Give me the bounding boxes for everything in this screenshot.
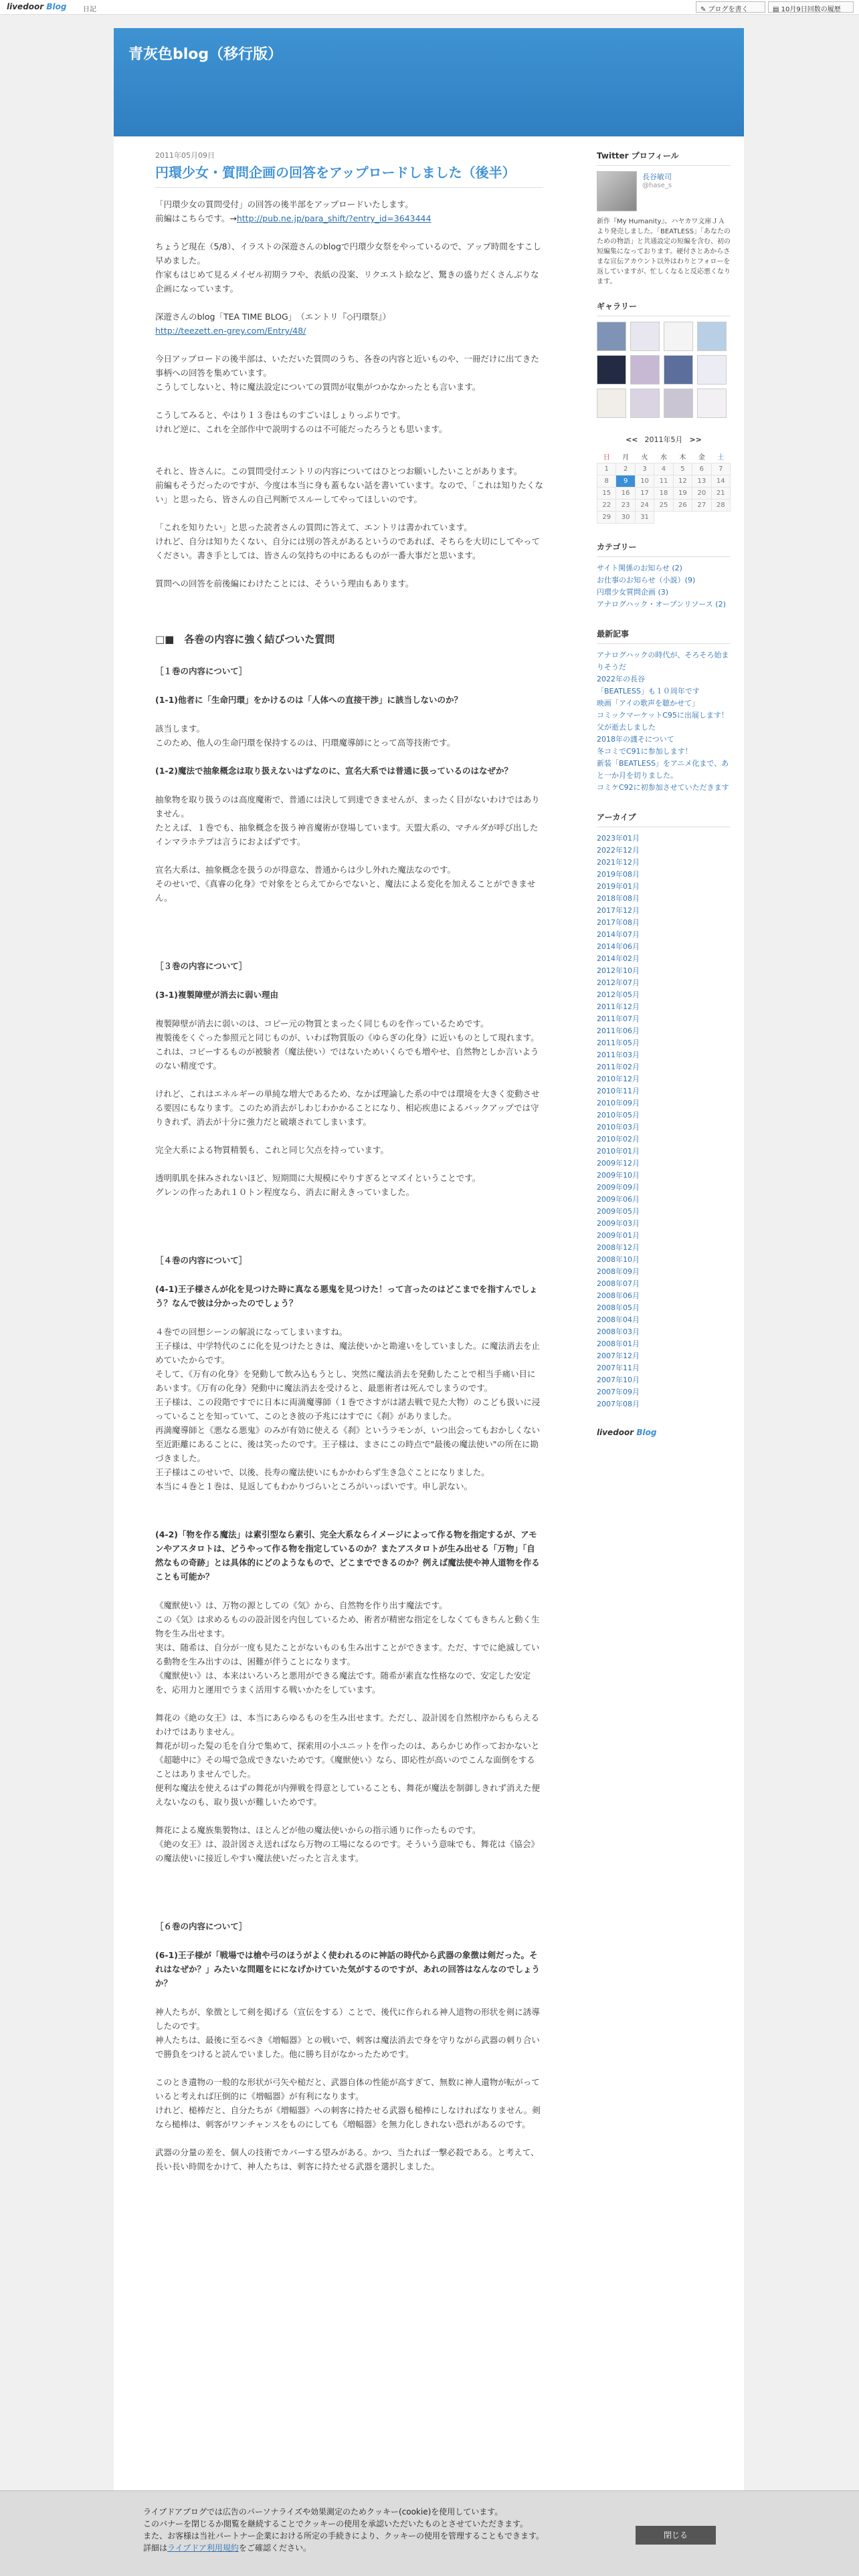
archive-link[interactable]: 2008年06月 xyxy=(597,1291,640,1300)
cookie-banner xyxy=(0,2490,859,2576)
category-link[interactable]: 円環少女質問企画 (3) xyxy=(597,588,669,597)
calendar-day: 1 xyxy=(597,463,616,475)
archive-link[interactable]: 2008年03月 xyxy=(597,1327,640,1336)
answer: 王子様は、中学特代のこに化を見つけたときは、魔法使いかと勘違いをしていました。に魔法消去を止めていたからです。 xyxy=(155,1341,541,1365)
archive-link[interactable]: 2010年02月 xyxy=(597,1135,640,1144)
cookie-line: をご確認ください。 xyxy=(238,2543,311,2553)
answer: 《魔獣使い》は、万物の源としての《気》から、自然物を作り出す魔法です。 xyxy=(155,1600,448,1610)
blog-title[interactable]: 青灰色blog（移行版） xyxy=(128,46,283,63)
gallery-grid xyxy=(597,322,731,418)
archive-link[interactable]: 2017年12月 xyxy=(597,906,640,915)
calendar-day: 18 xyxy=(654,488,673,500)
paragraph: こうしてしないと、特に魔法設定についての質問が収集がつかなかったとも言います。 xyxy=(155,382,481,392)
calendar-day: 23 xyxy=(616,500,635,512)
answer: 抽象物を取り扱うのは高度魔術で、普通には決して到達できませんが、まったく目がないわけではありません。 xyxy=(155,794,540,819)
answer: けれど、これはエネルギーの単純な増大であるため、なかば理論した系の中では環境を大きく変動させる要因にもなります。このため消去がしわじわかかることになり、相応疾患によるバックアップでは守りきれず、消去が十分に強力だと破壊されてしまいます。 xyxy=(155,1089,540,1127)
calendar-day: 22 xyxy=(597,500,616,512)
calendar-day: 4 xyxy=(654,463,673,475)
post-date: 2011年05月09日 xyxy=(155,151,215,160)
main-column xyxy=(155,150,543,2187)
gallery-thumb[interactable] xyxy=(697,389,727,418)
answer: 神人たちは、最後に至るべき《増幅器》との戦いで、刺客は魔法消去で身を守りながら武器の刺り合いで勝負をつけると読んでいました。他に勝ち目がなかったためです。 xyxy=(155,2035,540,2059)
archive-link[interactable]: 2010年03月 xyxy=(597,1123,640,1132)
archive-link[interactable]: 2011年05月 xyxy=(597,1039,640,1047)
question: (6-1)王子様が「戦場では槍や弓のほうがよく使われるのに神話の時代から武器の象徴は剣だった。それはなぜか？」みたいな問題をにになげかけていた気がするのですが、あれの回答はなんなのでしょうか？ xyxy=(155,1950,541,1988)
archive-link[interactable]: 2012年05月 xyxy=(597,990,640,999)
gallery-thumb[interactable] xyxy=(697,322,727,351)
volume-heading: ［１巻の内容について］ xyxy=(155,666,248,676)
avatar[interactable] xyxy=(597,171,637,211)
archive-link[interactable]: 2017年08月 xyxy=(597,918,640,927)
answer: ４巻での回想シーンの解説になってしまいますね。 xyxy=(155,1327,348,1337)
recent-post-link[interactable]: 「BEATLESS」も１０周年です xyxy=(597,687,700,695)
calendar-day xyxy=(711,512,730,524)
archive-link[interactable]: 2011年07月 xyxy=(597,1014,640,1023)
paragraph: 「これを知りたい」と思った読者さんの質問に答えて、エントリは書かれています。 xyxy=(155,522,472,532)
calendar-day: 30 xyxy=(616,512,635,524)
calendar-month: 2011年5月 xyxy=(644,435,683,444)
answer: 複製障壁が消去に弱いのは、コピー元の物質とまったく同じものを作っているためです。 xyxy=(155,1018,489,1029)
archive-link[interactable]: 2009年09月 xyxy=(597,1183,640,1192)
gallery-thumb[interactable] xyxy=(630,389,660,418)
paragraph: それと、皆さんに。この質問受付エントリの内容についてはひとつお願いしたいことがあります。 xyxy=(155,466,522,476)
recent-post-link[interactable]: 2022年の長谷 xyxy=(597,675,645,683)
volume-heading: ［６巻の内容について］ xyxy=(155,1921,248,1931)
section-heading: □■ 各巻の内容に強く結びついた質問 xyxy=(155,633,335,645)
recent-heading: 最新記事 xyxy=(597,628,731,644)
answer: 実は、随希は、自分が一度も見たことがないものも生み出すことができます。ただ、すでに絶滅している動物を生み出すのは、困難が伴うことになります。 xyxy=(155,1642,540,1667)
archive-link[interactable]: 2007年10月 xyxy=(597,1376,640,1384)
question: (3-1)複製障壁が消去に弱い理由 xyxy=(155,990,279,1000)
cookie-line: このバナーを閉じるか閲覧を継続することでクッキーの使用を承認いただいたものとさせていただきます。 xyxy=(143,2519,529,2529)
category-list xyxy=(597,562,731,611)
archive-link[interactable]: 2019年01月 xyxy=(597,882,640,891)
calendar-day: 8 xyxy=(597,475,616,488)
calendar-day: 3 xyxy=(635,463,654,475)
history-button[interactable]: ▤ 10月9日回数の履歴 xyxy=(768,1,854,13)
archive-link[interactable]: 2014年02月 xyxy=(597,954,640,963)
answer: 該当します。 xyxy=(155,724,205,734)
answer: そして、《万有の化身》を発動して飲み込もうとし、突然に魔法消去を発動したことで相当手痛い目にあいます。《万有の化身》発動中に魔法消去を受けると、最悪術者は死んでしまうのです。 xyxy=(155,1369,536,1393)
answer: このとき遺物の一般的な形状が弓矢や槌だと、武器自体の性能が高すぎて、無数に神人遺物が転がっていると考えれば圧倒的に《増幅器》が有利になります。 xyxy=(155,2077,540,2101)
twitter-profile xyxy=(597,171,731,211)
archive-link[interactable]: 2007年08月 xyxy=(597,1400,640,1408)
gallery-thumb[interactable] xyxy=(630,322,660,351)
archive-link[interactable]: 2009年05月 xyxy=(597,1207,640,1216)
answer: 再満魔導師と《悪なる悪鬼》のみが有効に使える《刹》というラモンが、いつ出会ってもおかしくない至近距離にあることに、後は笑ったのです。王子様は、まさにこの時点で"最後の魔法使い"の所在に勘づきました。 xyxy=(155,1425,541,1463)
paragraph: こうしてみると、やはり１３巻はものすごいほしょりっぷりです。 xyxy=(155,410,406,420)
answer: 王子様は、この段階ですでに日本に両満魔導師（１巻でさすがは諸去戦で見た大物）のこども扱いに浸っていることを知っていて、このとき彼の予兆にはすでに《刹》がありました。 xyxy=(155,1397,541,1421)
calendar-day: 28 xyxy=(711,500,730,512)
twitter-heading: Twitter プロフィール xyxy=(597,150,731,166)
profile-id: @hase_s xyxy=(642,182,672,189)
archive-link[interactable]: 2008年07月 xyxy=(597,1279,640,1288)
recent-post-link[interactable]: 新装「BEATLESS」をアニメ化まで、あと一か月を切りました。 xyxy=(597,759,729,780)
category-link[interactable]: サイト関係のお知らせ (2) xyxy=(597,564,682,572)
cookie-line: また、お客様は当社パートナー企業における所定の手続きにより、クッキーの使用を管理することもできます。 xyxy=(143,2531,545,2541)
answer: この《気》は求めるものの設計図を内包しているため、術者が精密な指定をしなくてもきちんと動く生物を生み出せます。 xyxy=(155,1614,540,1638)
calendar-day: 27 xyxy=(692,500,711,512)
paragraph: 「円環少女の質問受付」の回答の後半部をアップロードいたします。 xyxy=(155,199,413,209)
content-container xyxy=(114,136,744,2490)
calendar-day: 14 xyxy=(711,475,730,488)
gallery-thumb[interactable] xyxy=(697,355,727,385)
terms-link[interactable]: ライブドア利用規約 xyxy=(167,2543,239,2553)
calendar-day: 11 xyxy=(654,475,673,488)
gallery-thumb[interactable] xyxy=(597,389,626,418)
archive-link[interactable]: 2007年11月 xyxy=(597,1364,640,1372)
calendar xyxy=(597,431,731,524)
archive-link[interactable]: 2011年03月 xyxy=(597,1051,640,1059)
calendar-weekday: 土 xyxy=(717,454,725,461)
archive-link[interactable]: 2008年05月 xyxy=(597,1303,640,1312)
archive-link[interactable]: 2008年10月 xyxy=(597,1255,640,1264)
calendar-day: 24 xyxy=(635,500,654,512)
calendar-day[interactable]: 9 xyxy=(616,475,635,488)
answer: 武器の分量の差を、個人の技術でカバーする望みがある。かつ、当たれば一撃必殺である。と考えて、長い長い時間をかけて、神人たちは、刺客に持たせる武器を選択しました。 xyxy=(155,2147,539,2171)
recent-list xyxy=(597,649,731,794)
answer: 神人たちが、象徴として剣を掲げる（宣伝をする）ことで、後代に作られる神人道物の形状を剣に誘導したのです。 xyxy=(155,2007,540,2031)
gallery-thumb[interactable] xyxy=(630,355,660,385)
write-blog-button[interactable]: ✎ ブログを書く xyxy=(696,1,765,13)
answer: 舞花による魔族集製物は、ほとんどが他の魔法使いからの指示通りに作ったものです。 xyxy=(155,1825,481,1835)
top-bar xyxy=(0,0,859,15)
post-body xyxy=(155,197,543,2173)
archive-link[interactable]: 2022年12月 xyxy=(597,846,640,855)
archive-link[interactable]: 2019年08月 xyxy=(597,870,640,879)
question: (1-1)他者に「生命円環」をかけるのは「人体への直接干渉」に該当しないのか？ xyxy=(155,695,463,705)
answer: 《魔獣使い》は、本来はいろいろと悪用ができる魔法です。随希が素直な性格なので、安定した安定を、応用力と運用でうまく活用する戦いかたをしています。 xyxy=(155,1671,531,1695)
answer: 王子様はこのせいで、以後、長寿の魔法使いにもかかわらず生き急ぐことになりました。 xyxy=(155,1467,490,1477)
paragraph: 作家もはじめて見るメイゼル初期ラフや、表紙の没案、リクエスト絵など、驚きの盛りだくさんぶりな企画になっています。 xyxy=(155,270,539,294)
recent-post-link[interactable]: コミックマーケットC95に出展します！ xyxy=(597,711,729,720)
archive-link[interactable]: 2008年04月 xyxy=(597,1315,640,1324)
calendar-weekday: 金 xyxy=(698,454,705,461)
gallery-thumb[interactable] xyxy=(597,355,626,385)
calendar-prev-link[interactable]: << xyxy=(626,435,638,444)
gallery-thumb[interactable] xyxy=(664,389,693,418)
cookie-text xyxy=(143,2506,611,2554)
calendar-day: 7 xyxy=(711,463,730,475)
archive-link[interactable]: 2009年10月 xyxy=(597,1171,640,1180)
cookie-line: 詳細は xyxy=(143,2543,168,2553)
answer: 複製後をくぐった参照元と同じものが、いわば物質版の《ゆらぎの化身》に近いものとして現れます。これは、コピーするものが被験者（魔法使い）ではないためいくらでも増やせ、自然物としか言いようのない精度です。 xyxy=(155,1033,539,1071)
post-title[interactable]: 円環少女・質問企画の回答をアップロードしました（後半） xyxy=(155,163,543,188)
calendar-weekday: 日 xyxy=(603,454,610,461)
archive-link[interactable]: 2012年07月 xyxy=(597,978,640,987)
recent-post-link[interactable]: アナログハックの時代が、そろそろ始まりそうだ xyxy=(597,651,729,671)
paragraph: 今日アップロードの後半部は、いただいた質問のうち、各巻の内容と近いものや、一冊だけに出てきた事柄への回答を集めています。 xyxy=(155,354,539,378)
calendar-day: 26 xyxy=(673,500,692,512)
archive-link[interactable]: 2009年06月 xyxy=(597,1195,640,1204)
calendar-caption xyxy=(597,431,731,450)
calendar-weekday: 木 xyxy=(679,454,686,461)
answer: 便利な魔法を使えるはずの舞花が内弾戦を得意としていることも、舞花が魔法を制御しきれず消えた便えないなのも、取り扱いが難しいためです。 xyxy=(155,1783,541,1807)
archive-link[interactable]: 2021年12月 xyxy=(597,858,640,867)
answer: 本当に４巻と１巻は、見返してもわかりづらいところがいっぱいです。申し訳ない。 xyxy=(155,1481,473,1491)
previous-part-link[interactable]: http://pub.ne.jp/para_shift/?entry_id=3643444 xyxy=(236,213,432,223)
paragraph: けれど逆に、これを全部作中で説明するのは不可能だったろうとも思います。 xyxy=(155,424,448,434)
category-link[interactable]: お仕事のお知らせ（小説）(9) xyxy=(597,576,696,584)
answer: そのせいで、《真睿の化身》で対象をとらえてからでないと、魔法による変化を加えることができません。 xyxy=(155,879,536,903)
archive-link[interactable]: 2014年07月 xyxy=(597,930,640,939)
answer: 透明肌肌を抹みされないほど、短期間に大規模にやりすぎるとマズイということです。 xyxy=(155,1173,481,1183)
answer: けれど、槌棒だと、自分たちが《増幅器》への刺客に持たせる武器も槌棒にしなければなりません。剣なら槌棒は、刺客がワンチャンスをものにしても《増幅器》を無力化しきれない恐れがあるのです。 xyxy=(155,2105,541,2129)
archive-link[interactable]: 2009年03月 xyxy=(597,1219,640,1228)
calendar-weekday: 水 xyxy=(660,454,667,461)
calendar-day: 13 xyxy=(692,475,711,488)
calendar-day xyxy=(673,512,692,524)
cookie-line: ライブドアブログでは広告のパーソナライズや効果測定のためクッキー(cookie)を使用しています。 xyxy=(143,2507,503,2516)
livedoor-logo[interactable]: livedoor Blog xyxy=(7,2,67,11)
paragraph: 前編はこちらです。→ xyxy=(155,213,237,223)
archive-link[interactable]: 2012年10月 xyxy=(597,966,640,975)
archive-link[interactable]: 2007年12月 xyxy=(597,1352,640,1360)
answer: グレンの作ったあれ１０トン程度なら、消去に耐えきっていました。 xyxy=(155,1187,415,1197)
archive-link[interactable]: 2008年01月 xyxy=(597,1339,640,1348)
recent-post-link[interactable]: 2018年の謹そについて xyxy=(597,735,674,744)
diary-link[interactable]: 日記 xyxy=(83,6,96,13)
calendar-day xyxy=(692,512,711,524)
profile-description: 新作『My Humanity』、ハヤカワ文庫ＪＡより発売しました。「BEATLESS」「あなたのための物語」と共通設定の短編を含む、初の短編集になっております。硬付さとあからさまな宣伝アカウント以外はわりとフォローを返していますが、忙しくなると反応悪くなります。 xyxy=(597,218,731,286)
archive-link[interactable]: 2010年12月 xyxy=(597,1075,640,1083)
answer: 《絶の女王》は、設計図さえ送ればなら万物の工場になるのです。そういう意味でも、舞花は《協会》の魔法使いに接近しやすい魔法使いだったと言えます。 xyxy=(155,1839,540,1863)
calendar-day: 16 xyxy=(616,488,635,500)
calendar-weekday: 月 xyxy=(622,454,630,461)
recent-post-link[interactable]: コミケC92に初参加させていただきます xyxy=(597,783,729,792)
archive-link[interactable]: 2010年09月 xyxy=(597,1099,640,1107)
question: (4-1)王子様さんが化を見つけた時に真なる悪鬼を見つけた！って言ったのはどこまでを指すんでしょう？なんで彼は分かったのでしょう？ xyxy=(155,1284,538,1308)
calendar-day: 17 xyxy=(635,488,654,500)
blog-header xyxy=(114,28,744,136)
answer: 完全大系による物質精製も、これと同じ欠点を持っています。 xyxy=(155,1145,389,1155)
sidebar xyxy=(597,150,731,1437)
question: (1-2)魔法で抽象概念は取り扱えないはずなのに、宣名大系では普通に扱っているのはなぜか？ xyxy=(155,766,513,776)
archive-link[interactable]: 2011年12月 xyxy=(597,1002,640,1011)
calendar-day: 31 xyxy=(635,512,654,524)
paragraph: ちょうど現在（5/8）、イラストの深遊さんのblogで円環少女祭をやっているので、アップ時間をすこし早めました。 xyxy=(155,241,541,265)
archive-link[interactable]: 2011年02月 xyxy=(597,1063,640,1071)
archive-link[interactable]: 2010年11月 xyxy=(597,1087,640,1095)
archive-link[interactable]: 2009年12月 xyxy=(597,1159,640,1168)
calendar-day: 20 xyxy=(692,488,711,500)
recent-post-link[interactable]: 冬コミでC91に参加します！ xyxy=(597,747,692,756)
calendar-day: 21 xyxy=(711,488,730,500)
archive-heading: アーカイブ xyxy=(597,811,731,827)
calendar-day xyxy=(654,512,673,524)
paragraph: 質問への回答を前後編にわけたことには、そういう理由もあります。 xyxy=(155,578,414,588)
tea-time-blog-link[interactable]: http://teezett.en-grey.com/Entry/48/ xyxy=(155,326,306,336)
paragraph: けれど、自分は知りたくない、自分には別の答えがあるというのであれば、そちらを大切にしてやってください。書き手としては、皆さんの気持ちの中にあるものが一番大事だと思います。 xyxy=(155,536,541,560)
answer: このため、他人の生命円環を保持するのは、円環魔導師にとって高等技術です。 xyxy=(155,738,456,748)
cookie-close-button[interactable]: 閉じる xyxy=(636,2526,716,2545)
archive-list xyxy=(597,833,731,1410)
archive-link[interactable]: 2010年05月 xyxy=(597,1111,640,1119)
archive-link[interactable]: 2008年12月 xyxy=(597,1243,640,1252)
gallery-heading: ギャラリー xyxy=(597,300,731,316)
archive-link[interactable]: 2009年01月 xyxy=(597,1231,640,1240)
calendar-day: 10 xyxy=(635,475,654,488)
livedoor-footer-logo[interactable]: livedoor Blog xyxy=(597,1428,657,1437)
calendar-day: 15 xyxy=(597,488,616,500)
gallery-thumb[interactable] xyxy=(664,355,693,385)
answer: たとえば、１巻でも、抽象概念を扱う神音魔術が登場しています。天盟大系の、マチルダが呼び出したインマラホテプは言うにおよばずです。 xyxy=(155,823,539,847)
calendar-day: 25 xyxy=(654,500,673,512)
answer: 舞花の《絶の女王》は、本当にあらゆるものを生み出せます。ただし、設計図を自然根序からもらえるわけではありません。 xyxy=(155,1713,540,1737)
archive-link[interactable]: 2014年06月 xyxy=(597,942,640,951)
recent-post-link[interactable]: 映画「アイの歌声を聴かせて」 xyxy=(597,699,700,708)
calendar-day: 29 xyxy=(597,512,616,524)
archive-link[interactable]: 2011年06月 xyxy=(597,1027,640,1035)
recent-post-link[interactable]: 父が逝去しました xyxy=(597,723,656,732)
paragraph: 深遊さんのblog「TEA TIME BLOG」 （エントリ『◇円環祭』） xyxy=(155,312,391,322)
volume-heading: ［４巻の内容について］ xyxy=(155,1255,248,1265)
question: (4-2)「物を作る魔法」は素引型なら素引、完全大系ならイメージによって作る物を指定するが、アモンやアスタロトは、どうやって作る物を指定しているのか？またアスタロトが生み出せる「万物」「自然なもの奇跡」とは具体的にどのようなもので、どこまでできるのか？例えば魔法使や神人道物を作ることも可能か？ xyxy=(155,1529,540,1582)
calendar-day: 5 xyxy=(673,463,692,475)
category-heading: カテゴリー xyxy=(597,541,731,557)
paragraph: 前編もそうだったのですが、今度は本当に身も蓋もない話を書いています。なので、「これは知りたくない」と思ったら、皆さんの自己判断でスルーしてやってほしいのです。 xyxy=(155,480,544,504)
calendar-day: 19 xyxy=(673,488,692,500)
archive-link[interactable]: 2018年08月 xyxy=(597,894,640,903)
gallery-thumb[interactable] xyxy=(597,322,626,351)
archive-link[interactable]: 2023年01月 xyxy=(597,834,640,843)
volume-heading: ［３巻の内容について］ xyxy=(155,961,248,971)
calendar-day: 6 xyxy=(692,463,711,475)
calendar-day: 2 xyxy=(616,463,635,475)
archive-link[interactable]: 2008年09月 xyxy=(597,1267,640,1276)
gallery-thumb[interactable] xyxy=(664,322,693,351)
category-link[interactable]: アナログハック・オープンリソース (2) xyxy=(597,600,726,609)
answer: 舞花が切った髪の毛を自分で集めて、探索用の小ユニットを作ったのは、あらかじめ作っておかないと《超聴中に》その場で急成できないためです。《魔獣使い》なら、即応性が高いのでこんな面倒をすることはありませんでした。 xyxy=(155,1741,540,1779)
profile-name[interactable]: 長谷敏司 xyxy=(642,173,672,181)
calendar-next-link[interactable]: >> xyxy=(689,435,702,444)
calendar-day: 12 xyxy=(673,475,692,488)
archive-link[interactable]: 2010年01月 xyxy=(597,1147,640,1156)
archive-link[interactable]: 2007年09月 xyxy=(597,1388,640,1396)
answer: 宣名大系は、抽象概念を扱うのが得意な、普通からは少し外れた魔法なのです。 xyxy=(155,865,456,875)
calendar-weekday: 火 xyxy=(641,454,648,461)
